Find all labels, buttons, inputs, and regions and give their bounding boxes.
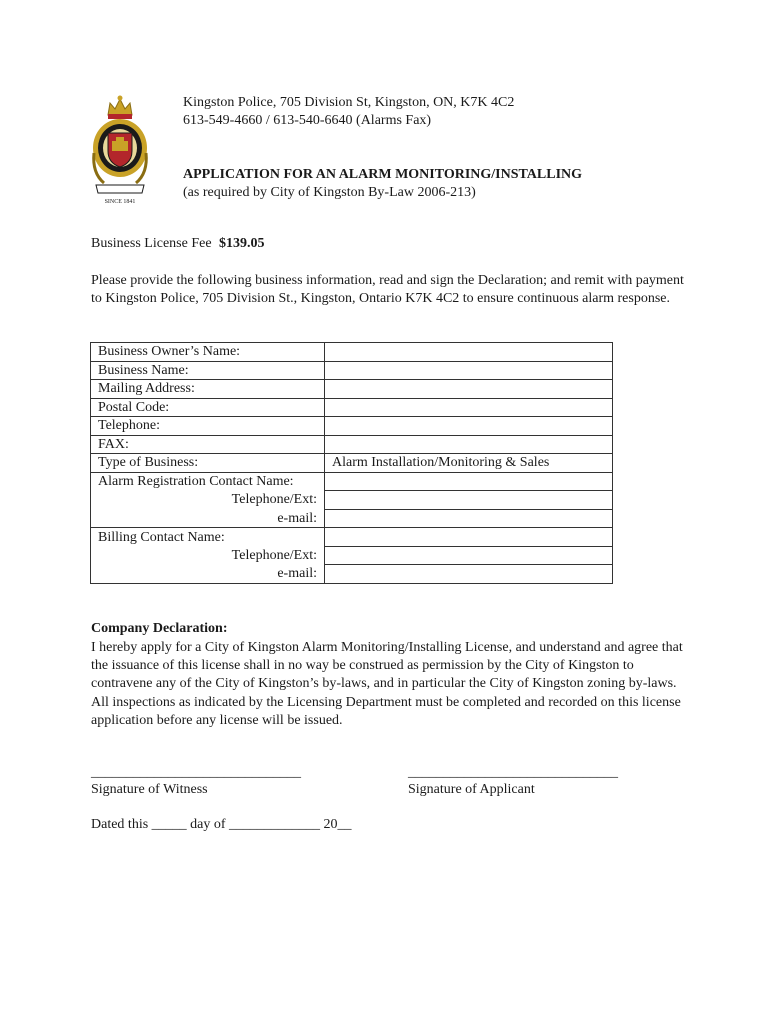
license-fee-label: Business License Fee	[91, 236, 212, 251]
table-row	[91, 472, 613, 491]
field-label: FAX:	[91, 435, 325, 454]
table-row	[91, 454, 613, 473]
table-row	[91, 343, 613, 362]
field-label: Telephone/Ext:	[91, 491, 325, 510]
witness-signature-label: Signature of Witness	[91, 782, 208, 797]
alarm-contact-telephone-field[interactable]	[325, 491, 613, 510]
table-row	[91, 417, 613, 436]
billing-contact-name-field[interactable]	[325, 528, 613, 547]
business-info-table	[90, 342, 613, 584]
type-of-business-field[interactable]: Alarm Installation/Monitoring & Sales	[325, 454, 613, 473]
field-label: Business Name:	[91, 361, 325, 380]
mailing-address-field[interactable]	[325, 380, 613, 399]
field-label: Business Owner’s Name:	[91, 343, 325, 362]
kingston-police-crest-logo	[90, 93, 150, 207]
table-row	[91, 398, 613, 417]
field-label: e-mail:	[91, 565, 325, 584]
field-label: Postal Code:	[91, 398, 325, 417]
postal-code-field[interactable]	[325, 398, 613, 417]
intro-paragraph: Please provide the following business information, read and sign the Declaration; and remit with payment to Kingston Police, 705 Division St., Kingston, Ontario K7K 4C2 to ensure continuous alarm response.	[91, 273, 684, 307]
table-row	[91, 435, 613, 454]
table-row	[91, 491, 613, 510]
table-row	[91, 509, 613, 528]
alarm-contact-email-field[interactable]	[325, 509, 613, 528]
declaration-heading: Company Declaration:	[91, 621, 228, 636]
field-label: Telephone/Ext:	[91, 546, 325, 565]
header-address: Kingston Police, 705 Division St, Kingston, ON, K7K 4C2	[183, 95, 515, 110]
logo-banner-text: SINCE 1841	[104, 199, 136, 205]
billing-contact-telephone-field[interactable]	[325, 546, 613, 565]
page-title: APPLICATION FOR AN ALARM MONITORING/INSTALLING	[183, 167, 583, 182]
dated-line[interactable]: Dated this _____ day of _____________ 20__	[91, 817, 352, 832]
applicant-signature-line[interactable]: ______________________________	[408, 765, 618, 780]
business-owner-name-field[interactable]	[325, 343, 613, 362]
field-label: Type of Business:	[91, 454, 325, 473]
header-phone: 613-549-4660 / 613-540-6640 (Alarms Fax)	[183, 113, 432, 128]
license-fee-amount: $139.05	[219, 236, 265, 251]
field-label: Mailing Address:	[91, 380, 325, 399]
fax-field[interactable]	[325, 435, 613, 454]
telephone-field[interactable]	[325, 417, 613, 436]
table-row	[91, 380, 613, 399]
field-label: Telephone:	[91, 417, 325, 436]
page-subtitle: (as required by City of Kingston By-Law 2006-213)	[183, 185, 476, 200]
table-row	[91, 565, 613, 584]
witness-signature-line[interactable]: ______________________________	[91, 765, 301, 780]
field-label: Billing Contact Name:	[91, 528, 325, 547]
applicant-signature-label: Signature of Applicant	[408, 782, 535, 797]
table-row	[91, 528, 613, 547]
table-row	[91, 361, 613, 380]
license-fee	[91, 236, 265, 252]
declaration-text: I hereby apply for a City of Kingston Alarm Monitoring/Installing License, and understand and agree that the issuance of this license shall in no way be construed as permission by the City of Kingston to contravene any of the City of Kingston’s by-laws, and in particular the City of Kingston zoning by-laws. All inspections as indicated by the Licensing Department must be completed and recorded on this license application before any license will be issued.	[91, 640, 683, 728]
alarm-contact-name-field[interactable]	[325, 472, 613, 491]
field-label: e-mail:	[91, 509, 325, 528]
table-row	[91, 546, 613, 565]
field-label: Alarm Registration Contact Name:	[91, 472, 325, 491]
billing-contact-email-field[interactable]	[325, 565, 613, 584]
business-name-field[interactable]	[325, 361, 613, 380]
